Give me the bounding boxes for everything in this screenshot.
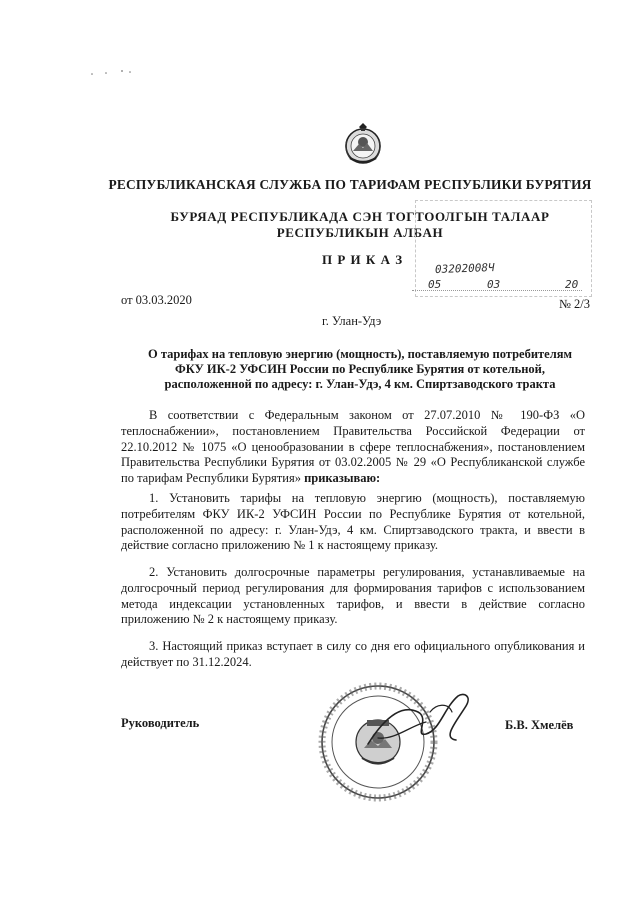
organization-name-russian: РЕСПУБЛИКАНСКАЯ СЛУЖБА ПО ТАРИФАМ РЕСПУБЛИКИ БУРЯТИЯ [108, 177, 592, 192]
document-title-line1: О тарифах на тепловую энергию (мощность), поставляемую потребителям [147, 347, 573, 361]
document-date: от 03.03.2020 [121, 293, 192, 307]
signatory-name: Б.В. Хмелёв [505, 718, 574, 732]
document-number: № 2/3 [559, 297, 591, 311]
handwritten-month: 03 [487, 278, 501, 291]
handwritten-year: 20 [565, 278, 579, 291]
order-item-1: 1. Установить тарифы на тепловую энергию (мощность), поставляемую потребителям ФКУ ИК-2 УФСИН России по Республике Бурятия от котельной, расположенной по адресу: г. Улан-Удэ, 4 км. Спиртзаводского тракта, и ввести в действие согласно приложению № 1 к настоящему приказу. [121, 491, 585, 553]
order-item-2: 2. Установить долгосрочные параметры регулирования, устанавливаемые на долгосрочный период регулирования для формирования тарифов с использованием метода индексации установленных тарифов, и ввести в действие согласно приложению № 2 к настоящему приказу. [121, 565, 585, 627]
document-title-line3: расположенной по адресу: г. Улан-Удэ, 4 км. Спиртзаводского тракта [164, 377, 556, 391]
handwritten-date-underline [412, 290, 582, 291]
document-title-line2: ФКУ ИК-2 УФСИН России по Республике Бурятия от котельной, [175, 362, 545, 376]
coat-of-arms-emblem [341, 120, 385, 170]
organization-name-buryat-line2: РЕСПУБЛИКЫН АЛБАН [276, 225, 444, 240]
organization-name-buryat-line1: БУРЯАД РЕСПУБЛИКАДА СЭН ТОГТООЛГЫН ТАЛААР [170, 209, 550, 224]
signatory-position: Руководитель [121, 716, 200, 730]
handwritten-registration-number: 03202008Ч [434, 260, 495, 277]
order-item-3: 3. Настоящий приказ вступает в силу со дня его официального опубликования и действует по 31.12.2024. [121, 639, 585, 669]
order-keyword: приказываю: [304, 471, 381, 486]
scan-speckles [88, 66, 138, 78]
preamble-text: В соответствии с Федеральным законом от 27.07.2010 № 190-ФЗ «О теплоснабжении», постановлением Правительства Российской Федерации от 22.10.2012 № 1075 «О ценообразовании в сфере теплоснабжения», постановлением Правительства Республики Бурятия от 03.02.2005 № 29 «О Республиканской службе по тарифам Республики Бурятия» [121, 408, 585, 486]
document-city: г. Улан-Удэ [322, 314, 382, 328]
handwritten-signature [360, 682, 480, 762]
document-type-heading: П Р И К А З [322, 252, 404, 267]
handwritten-day: 05 [428, 278, 442, 291]
preamble-paragraph [121, 408, 585, 487]
